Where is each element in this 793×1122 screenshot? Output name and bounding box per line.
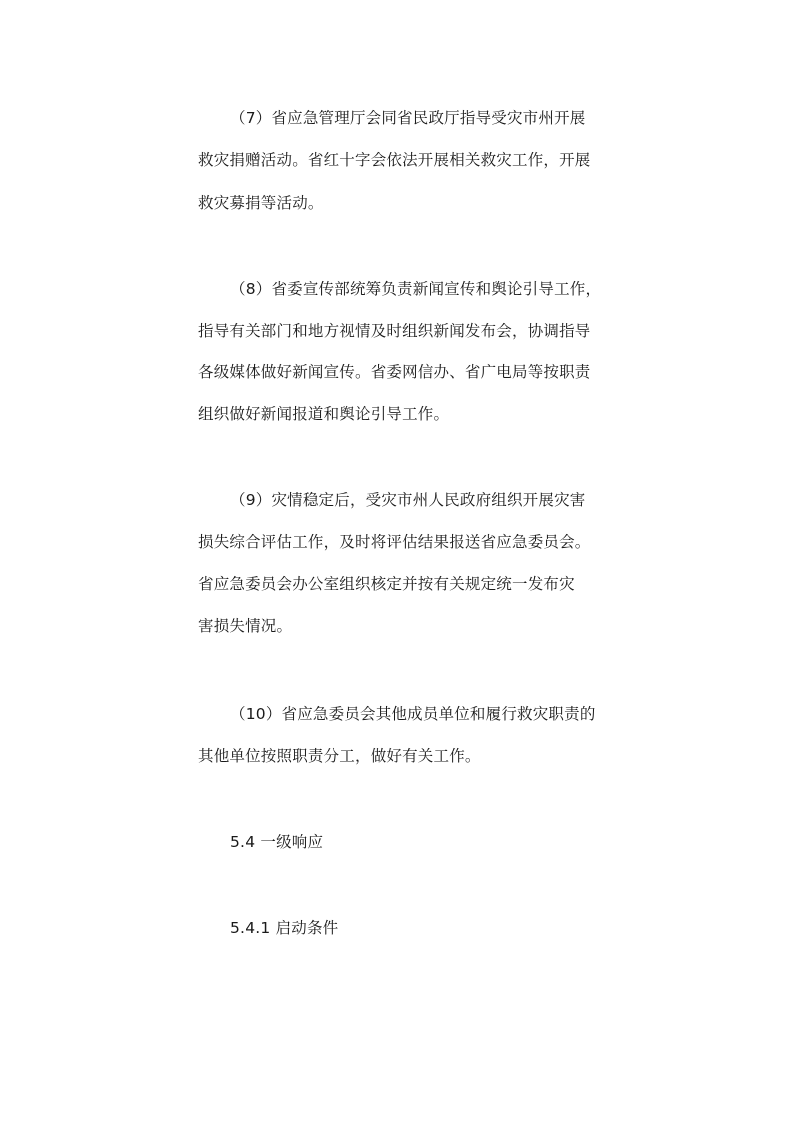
paragraph-9-line-3: 省应急委员会办公室组织核定并按有关规定统一发布灾	[198, 575, 575, 593]
paragraph-9-line-1: （9）灾情稳定后，受灾市州人民政府组织开展灾害	[230, 491, 586, 509]
paragraph-10-line-1: （10）省应急委员会其他成员单位和履行救灾职责的	[230, 705, 596, 723]
section-heading-5-4: 5.4 一级响应	[230, 833, 324, 851]
paragraph-9-line-2: 损失综合评估工作，及时将评估结果报送省应急委员会。	[198, 533, 591, 551]
paragraph-7-line-1: （7）省应急管理厅会同省民政厅指导受灾市州开展	[230, 109, 586, 127]
paragraph-8-line-4: 组织做好新闻报道和舆论引导工作。	[198, 405, 450, 423]
paragraph-8-line-2: 指导有关部门和地方视情及时组织新闻发布会，协调指导	[198, 322, 591, 340]
paragraph-8-line-3: 各级媒体做好新闻宣传。省委网信办、省广电局等按职责	[198, 363, 591, 381]
paragraph-9-line-4: 害损失情况。	[198, 617, 293, 635]
section-heading-5-4-1: 5.4.1 启动条件	[230, 919, 339, 937]
paragraph-8-line-1: （8）省委宣传部统筹负责新闻宣传和舆论引导工作，	[230, 280, 602, 298]
paragraph-10-line-2: 其他单位按照职责分工，做好有关工作。	[198, 747, 481, 765]
paragraph-7-line-3: 救灾募捐等活动。	[198, 194, 324, 212]
paragraph-7-line-2: 救灾捐赠活动。省红十字会依法开展相关救灾工作，开展	[198, 151, 591, 169]
